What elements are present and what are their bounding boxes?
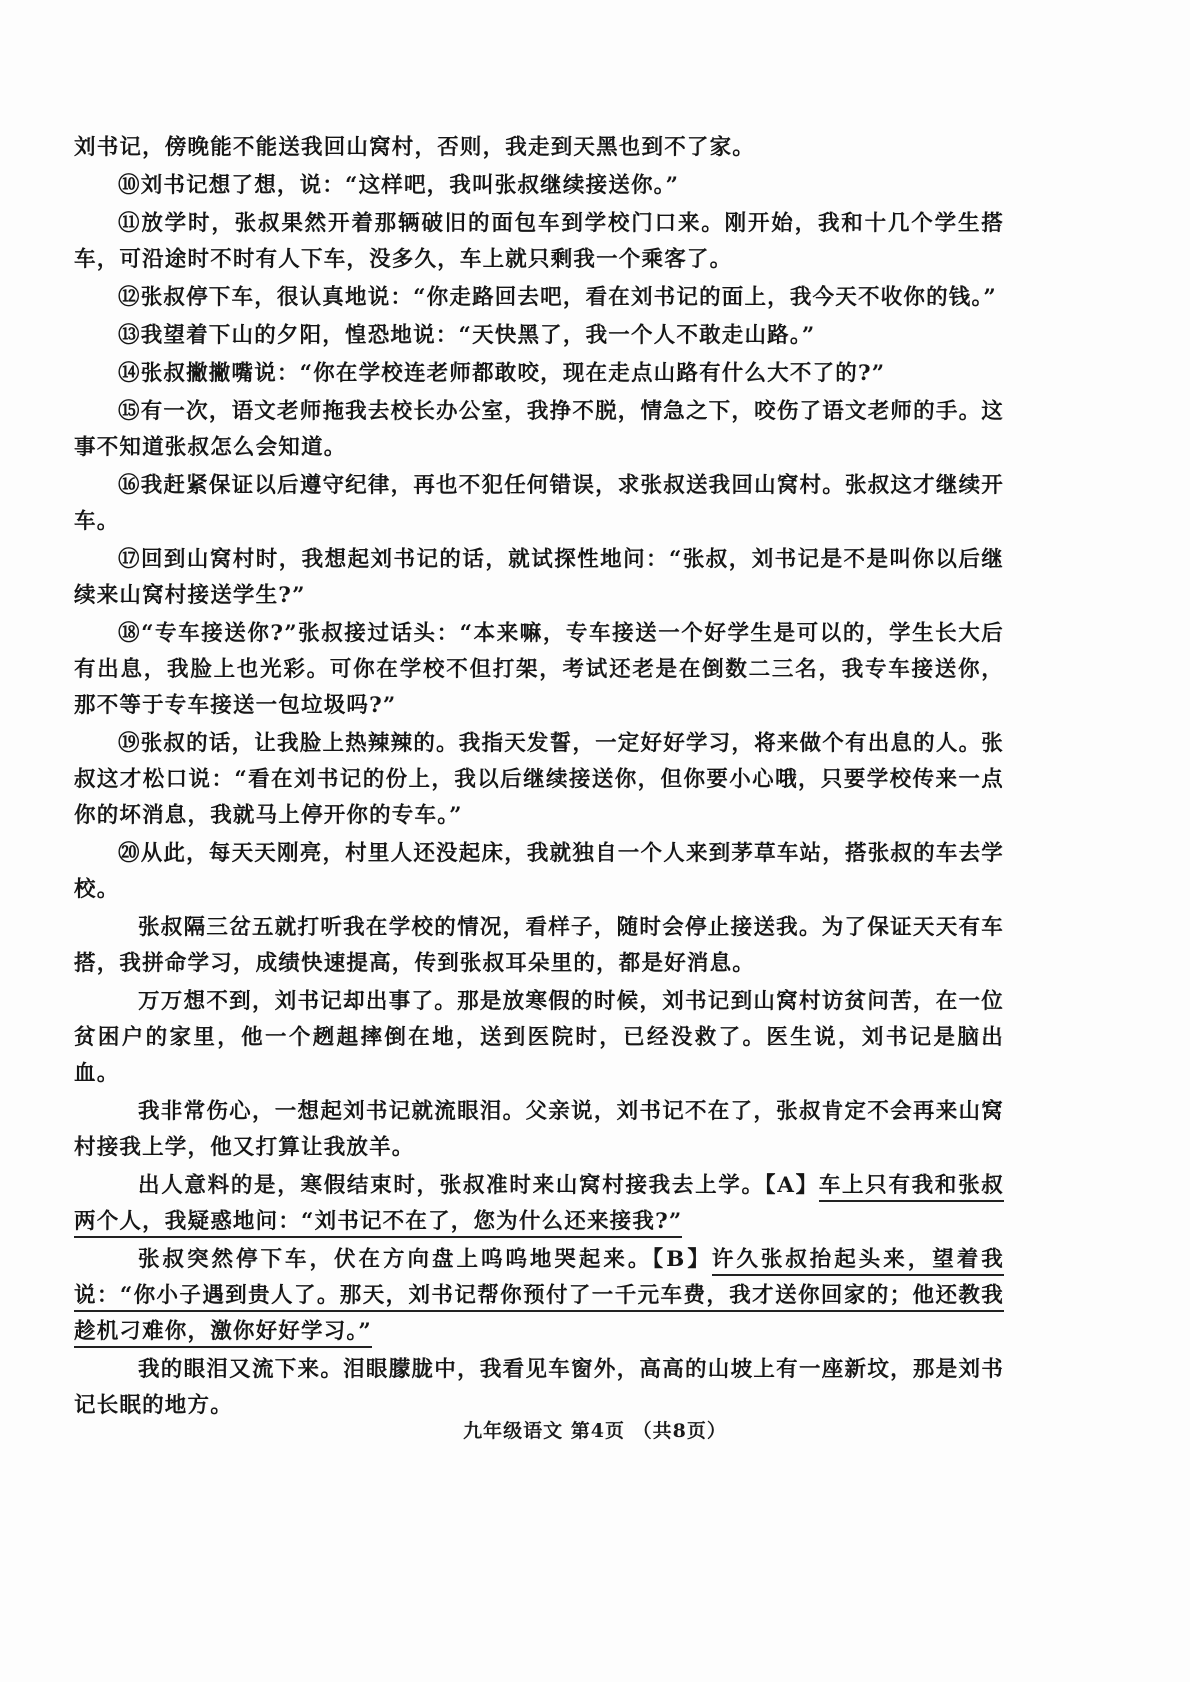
paragraph: 我的眼泪又流下来。泪眼朦胧中，我看见车窗外，高高的山坡上有一座新坟，那是刘书记长眠的地方。 <box>74 1357 1004 1418</box>
paragraph-19: ⑲张叔的话，让我脸上热辣辣的。我指天发誓，一定好好学习，将来做个有出息的人。张叔这才松口说：“看在刘书记的份上，我以后继续接送你，但你要小心哦，只要学校传来一点你的坏消息，我就马上停开你的专车。” <box>74 731 1004 828</box>
paragraph-12: ⑫张叔停下车，很认真地说：“你走路回去吧，看在刘书记的面上，我今天不收你的钱。” <box>118 285 997 310</box>
page-footer: 九年级语文 第4页 （共8页） <box>463 1420 727 1442</box>
paragraph-with-mark-b <box>74 1242 1004 1350</box>
paragraph-text: 出人意料的是，寒假结束时，张叔准时来山窝村接我去上学。【A】 <box>138 1173 819 1198</box>
paragraph: 刘书记，傍晚能不能送我回山窝村，否则，我走到天黑也到不了家。 <box>74 135 756 160</box>
paragraph-16: ⑯我赶紧保证以后遵守纪律，再也不犯任何错误，求张叔送我回山窝村。张叔这才继续开车。 <box>74 473 1004 534</box>
paragraph-11: ⑪放学时，张叔果然开着那辆破旧的面包车到学校门口来。刚开始，我和十几个学生搭车，可沿途时不时有人下车，没多久，车上就只剩我一个乘客了。 <box>74 211 1004 272</box>
paragraph-14: ⑭张叔撇撇嘴说：“你在学校连老师都敢咬，现在走点山路有什么大不了的?” <box>118 361 886 386</box>
paragraph-17: ⑰回到山窝村时，我想起刘书记的话，就试探性地问：“张叔，刘书记是不是叫你以后继续来山窝村接送学生?” <box>74 547 1004 608</box>
paragraph: 万万想不到，刘书记却出事了。那是放寒假的时候，刘书记到山窝村访贫问苦，在一位贫困户的家里，他一个趔趄摔倒在地，送到医院时，已经没救了。医生说，刘书记是脑出血。 <box>74 989 1004 1086</box>
paragraph-text: 张叔突然停下车，伏在方向盘上呜呜地哭起来。【B】 <box>138 1247 712 1272</box>
paragraph-13: ⑬我望着下山的夕阳，惶恐地说：“天快黑了，我一个人不敢走山路。” <box>118 323 816 348</box>
underlined-sentence-b: 许久张叔抬起头来，望着我说：“你小子遇到贵人了。那天，刘书记帮你预付了一千元车费，我才送你回家的；他还教我趁机刁难你，激你好好学习。” <box>74 1247 1004 1348</box>
reading-passage <box>74 130 1004 1426</box>
paragraph-with-mark-a <box>74 1168 1004 1240</box>
paragraph: 张叔隔三岔五就打听我在学校的情况，看样子，随时会停止接送我。为了保证天天有车搭，我拼命学习，成绩快速提高，传到张叔耳朵里的，都是好消息。 <box>74 915 1004 976</box>
paragraph: 我非常伤心，一想起刘书记就流眼泪。父亲说，刘书记不在了，张叔肯定不会再来山窝村接我上学，他又打算让我放羊。 <box>74 1099 1004 1160</box>
underlined-sentence-a: 车上只有我和张叔两个人，我疑惑地问：“刘书记不在了，您为什么还来接我?” <box>74 1173 1004 1238</box>
paragraph-20: ⑳从此，每天天刚亮，村里人还没起床，我就独自一个人来到茅草车站，搭张叔的车去学校。 <box>74 841 1004 902</box>
paragraph-15: ⑮有一次，语文老师拖我去校长办公室，我挣不脱，情急之下，咬伤了语文老师的手。这事不知道张叔怎么会知道。 <box>74 399 1004 460</box>
paragraph-18: ⑱“专车接送你?”张叔接过话头：“本来嘛，专车接送一个好学生是可以的，学生长大后有出息，我脸上也光彩。可你在学校不但打架，考试还老是在倒数二三名，我专车接送你，那不等于专车接送一包垃圾吗?” <box>74 621 1004 718</box>
paragraph-10: ⑩刘书记想了想，说：“这样吧，我叫张叔继续接送你。” <box>118 173 680 198</box>
